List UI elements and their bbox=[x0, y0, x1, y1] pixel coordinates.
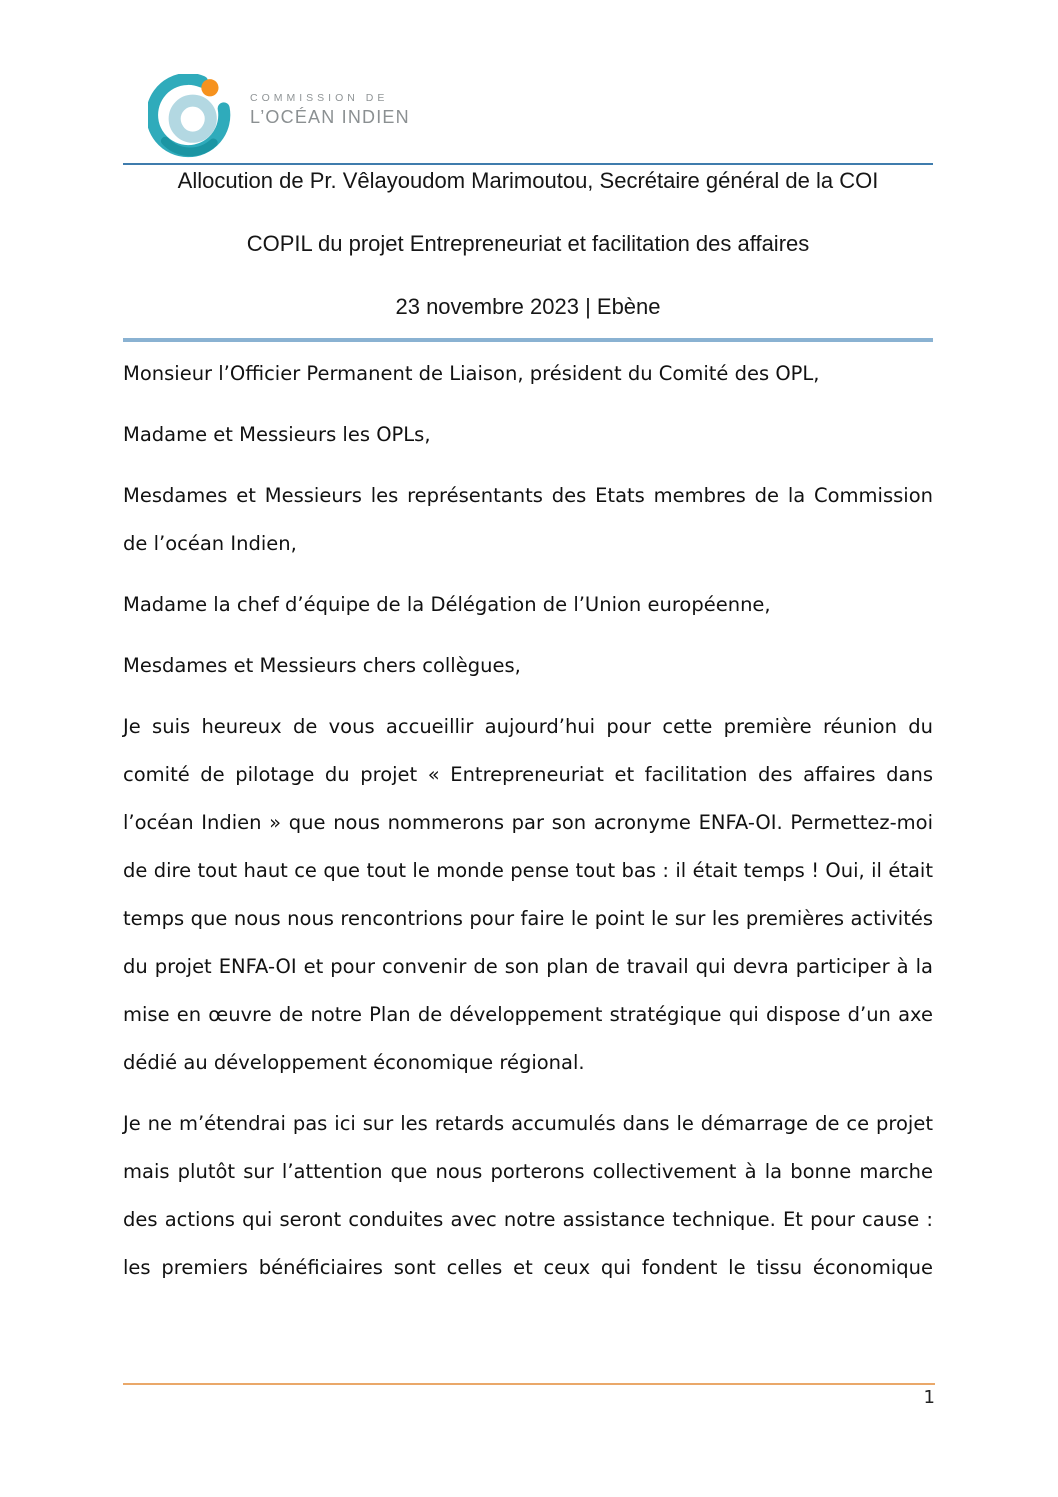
salutation-paragraph: Monsieur l’Officier Permanent de Liaison, président du Comité des OPL, bbox=[123, 362, 820, 385]
speech-body bbox=[123, 350, 933, 1305]
header-top-rule bbox=[123, 163, 933, 165]
body-paragraph: Je suis heureux de vous accueillir aujourd’hui pour cette première réunion du comité de pilotage du projet « Entrepreneuriat et facilitation des affaires dans l’océan Indien » que nous nommerons par son acronyme ENFA-OI. Permettez-moi de dire tout haut ce que tout le monde pense tout bas : il était temps ! Oui, il était temps que nous nous rencontrions pour faire le point le sur les premières activités du projet ENFA-OI et pour convenir de son plan de travail qui devra participer à la mise en œuvre de notre Plan de développement stratégique qui dispose d’un axe dédié au développement économique régional. bbox=[123, 715, 933, 1074]
page-number: 1 bbox=[923, 1387, 935, 1408]
title-event: COPIL du projet Entrepreneuriat et facilitation des affaires bbox=[246, 231, 810, 256]
logo-orange-dot bbox=[201, 79, 218, 96]
coi-logo bbox=[148, 74, 410, 160]
coi-logo-text bbox=[250, 92, 410, 128]
footer-rule bbox=[123, 1383, 935, 1385]
salutation-paragraph: Mesdames et Messieurs les représentants des Etats membres de la Commission de l’océan Indien, bbox=[123, 484, 933, 555]
salutation-paragraph: Madame la chef d’équipe de la Délégation de l’Union européenne, bbox=[123, 593, 771, 616]
title-date-location: 23 novembre 2023 | Ebène bbox=[395, 294, 661, 319]
salutation-paragraph: Mesdames et Messieurs chers collègues, bbox=[123, 654, 521, 677]
logo-text-line2: L’OCÉAN INDIEN bbox=[250, 107, 410, 127]
document-header bbox=[123, 168, 933, 357]
logo-text-line1: COMMISSION DE bbox=[250, 92, 389, 104]
body-paragraph: Je ne m’étendrai pas ici sur les retards accumulés dans le démarrage de ce projet mais plutôt sur l’attention que nous porterons collectivement à la bonne marche des actions qui seront conduites avec notre assistance technique. Et pour cause : les premiers bénéficiaires sont celles et ceux qui fondent le tissu économique bbox=[123, 1112, 933, 1279]
title-speaker: Allocution de Pr. Vêlayoudom Marimoutou, Secrétaire général de la COI bbox=[177, 168, 879, 193]
salutation-paragraph: Madame et Messieurs les OPLs, bbox=[123, 423, 431, 446]
coi-logo-icon bbox=[148, 74, 234, 160]
header-bottom-rule bbox=[123, 338, 933, 342]
